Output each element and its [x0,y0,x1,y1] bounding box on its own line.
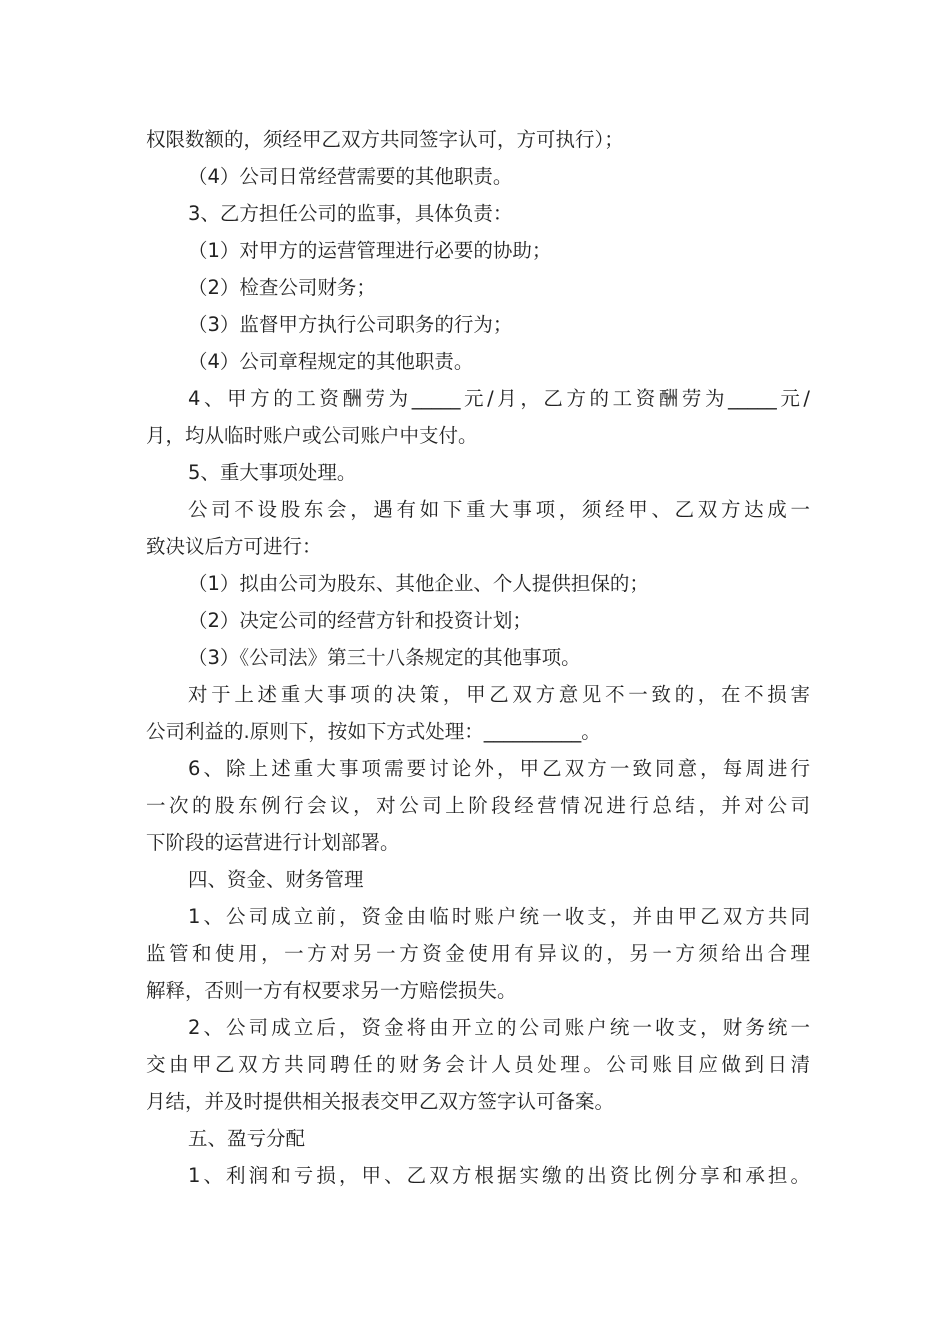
text-line: （2）检查公司财务； [188,276,376,299]
text-line: 公司利益的.原则下，按如下方式处理：__________。 [146,720,601,743]
text-line: 致决议后方可进行： [146,535,322,558]
text-line: （4）公司章程规定的其他职责。 [188,350,474,373]
text-line: 交由甲乙双方共同聘任的财务会计人员处理。公司账目应做到日清 [146,1053,810,1076]
text-line: 下阶段的运营进行计划部署。 [146,831,400,854]
text-line: 解释，否则一方有权要求另一方赔偿损失。 [146,979,517,1002]
text-line: （4）公司日常经营需要的其他职责。 [188,165,513,188]
text-line: （1）对甲方的运营管理进行必要的协助； [188,239,552,262]
text-line: （3）《公司法》第三十八条规定的其他事项。 [188,646,581,669]
text-line: 监管和使用，一方对另一方资金使用有异议的，另一方须给出合理 [146,942,810,965]
text-line: 4、甲方的工资酬劳为_____元/月，乙方的工资酬劳为_____元/ [188,387,810,410]
text-line: 公司不设股东会，遇有如下重大事项，须经甲、乙双方达成一 [188,498,810,521]
document-body [146,121,810,1194]
text-line: 1、公司成立前，资金由临时账户统一收支，并由甲乙双方共同 [188,905,810,928]
text-line: （2）决定公司的经营方针和投资计划； [188,609,532,632]
text-line: 权限数额的，须经甲乙双方共同签字认可，方可执行）； [146,128,624,151]
text-line: （1）拟由公司为股东、其他企业、个人提供担保的； [188,572,649,595]
text-line: 月，均从临时账户或公司账户中支付。 [146,424,478,447]
text-line: 3、乙方担任公司的监事，具体负责： [188,202,513,225]
text-line: 一次的股东例行会议，对公司上阶段经营情况进行总结，并对公司 [146,794,810,817]
text-line: 四、资金、财务管理 [188,868,364,891]
text-line: 2、公司成立后，资金将由开立的公司账户统一收支，财务统一 [188,1016,810,1039]
text-line: 1、利润和亏损，甲、乙双方根据实缴的出资比例分享和承担。 [188,1164,810,1187]
text-line: 对于上述重大事项的决策，甲乙双方意见不一致的，在不损害 [188,683,810,706]
text-line: 月结，并及时提供相关报表交甲乙双方签字认可备案。 [146,1090,615,1113]
text-line: 6、除上述重大事项需要讨论外，甲乙双方一致同意，每周进行 [188,757,810,780]
text-line: 五、盈亏分配 [188,1127,306,1150]
text-line: （3）监督甲方执行公司职务的行为； [188,313,513,336]
text-line: 5、重大事项处理。 [188,461,357,484]
